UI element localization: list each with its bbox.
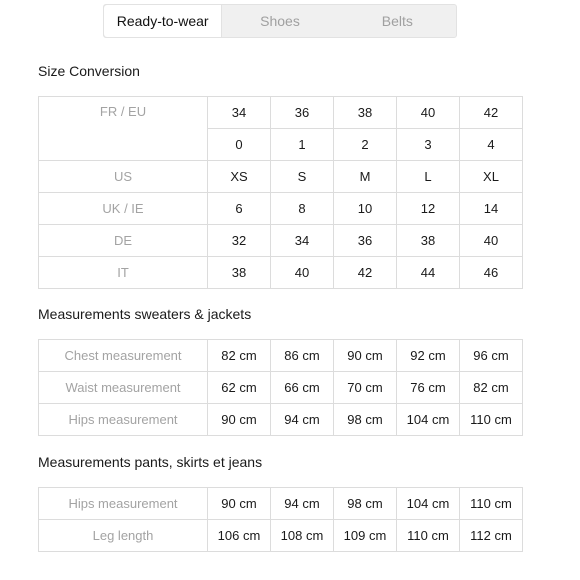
table-cell: 8 — [271, 193, 334, 225]
row-label-leg-length: Leg length — [39, 520, 208, 552]
table-cell: 36 — [334, 225, 397, 257]
row-label-uk-ie: UK / IE — [39, 193, 208, 225]
table-cell: 32 — [208, 225, 271, 257]
table-row — [39, 404, 523, 436]
table-cell: 40 — [271, 257, 334, 289]
table-cell: S — [271, 161, 334, 193]
row-label-us: US — [39, 161, 208, 193]
table-cell: L — [397, 161, 460, 193]
table-row — [39, 257, 523, 289]
table-row — [39, 97, 523, 129]
sweaters-jackets-table — [38, 339, 523, 436]
tab-shoes[interactable]: Shoes — [260, 13, 300, 29]
table-cell: 110 cm — [397, 520, 460, 552]
table-cell: 38 — [208, 257, 271, 289]
table-cell: 104 cm — [397, 488, 460, 520]
table-cell: 14 — [460, 193, 523, 225]
table-cell: 112 cm — [460, 520, 523, 552]
table-row — [39, 488, 523, 520]
size-category-tabs — [103, 4, 457, 38]
table-cell: 6 — [208, 193, 271, 225]
table-cell: 94 cm — [271, 488, 334, 520]
tab-belts[interactable]: Belts — [381, 13, 413, 29]
table-cell: 34 — [208, 97, 271, 129]
tab-ready-to-wear[interactable]: Ready-to-wear — [104, 5, 221, 37]
table-cell: 96 cm — [460, 340, 523, 372]
table-cell: 0 — [208, 129, 271, 161]
size-conversion-title: Size Conversion — [38, 63, 140, 79]
table-cell: 4 — [460, 129, 523, 161]
size-conversion-table — [38, 96, 523, 289]
table-cell: 46 — [460, 257, 523, 289]
table-cell: 98 cm — [334, 488, 397, 520]
row-label-chest: Chest measurement — [39, 340, 208, 372]
table-cell: 82 cm — [208, 340, 271, 372]
table-cell: 104 cm — [397, 404, 460, 436]
table-cell: 94 cm — [271, 404, 334, 436]
row-label-hips: Hips measurement — [39, 488, 208, 520]
table-row — [39, 340, 523, 372]
row-label-fr-eu: FR / EU — [39, 97, 208, 161]
table-cell: 38 — [334, 97, 397, 129]
table-cell: 40 — [397, 97, 460, 129]
table-cell: 36 — [271, 97, 334, 129]
table-row — [39, 225, 523, 257]
table-cell: 42 — [334, 257, 397, 289]
table-cell: 76 cm — [397, 372, 460, 404]
table-cell: 90 cm — [334, 340, 397, 372]
table-cell: 40 — [460, 225, 523, 257]
table-cell: 98 cm — [334, 404, 397, 436]
row-label-hips: Hips measurement — [39, 404, 208, 436]
table-cell: 62 cm — [208, 372, 271, 404]
table-cell: 82 cm — [460, 372, 523, 404]
table-cell: 38 — [397, 225, 460, 257]
table-cell: 10 — [334, 193, 397, 225]
table-cell: 106 cm — [208, 520, 271, 552]
row-label-waist: Waist measurement — [39, 372, 208, 404]
table-cell: 108 cm — [271, 520, 334, 552]
table-row — [39, 161, 523, 193]
table-cell: XS — [208, 161, 271, 193]
table-cell: 12 — [397, 193, 460, 225]
pants-skirts-jeans-title: Measurements pants, skirts et jeans — [38, 454, 263, 470]
table-cell: 90 cm — [208, 404, 271, 436]
table-cell: 1 — [271, 129, 334, 161]
table-cell: 92 cm — [397, 340, 460, 372]
table-cell: 66 cm — [271, 372, 334, 404]
table-row — [39, 372, 523, 404]
table-cell: 44 — [397, 257, 460, 289]
table-cell: M — [334, 161, 397, 193]
row-label-de: DE — [39, 225, 208, 257]
table-cell: 42 — [460, 97, 523, 129]
table-cell: 3 — [397, 129, 460, 161]
table-cell: 70 cm — [334, 372, 397, 404]
table-cell: 34 — [271, 225, 334, 257]
table-row — [39, 193, 523, 225]
table-cell: XL — [460, 161, 523, 193]
table-cell: 2 — [334, 129, 397, 161]
table-cell: 86 cm — [271, 340, 334, 372]
pants-skirts-jeans-table — [38, 487, 523, 552]
table-cell: 110 cm — [460, 488, 523, 520]
table-row — [39, 520, 523, 552]
table-cell: 90 cm — [208, 488, 271, 520]
sweaters-jackets-title: Measurements sweaters & jackets — [38, 306, 252, 322]
row-label-it: IT — [39, 257, 208, 289]
table-cell: 109 cm — [334, 520, 397, 552]
table-cell: 110 cm — [460, 404, 523, 436]
